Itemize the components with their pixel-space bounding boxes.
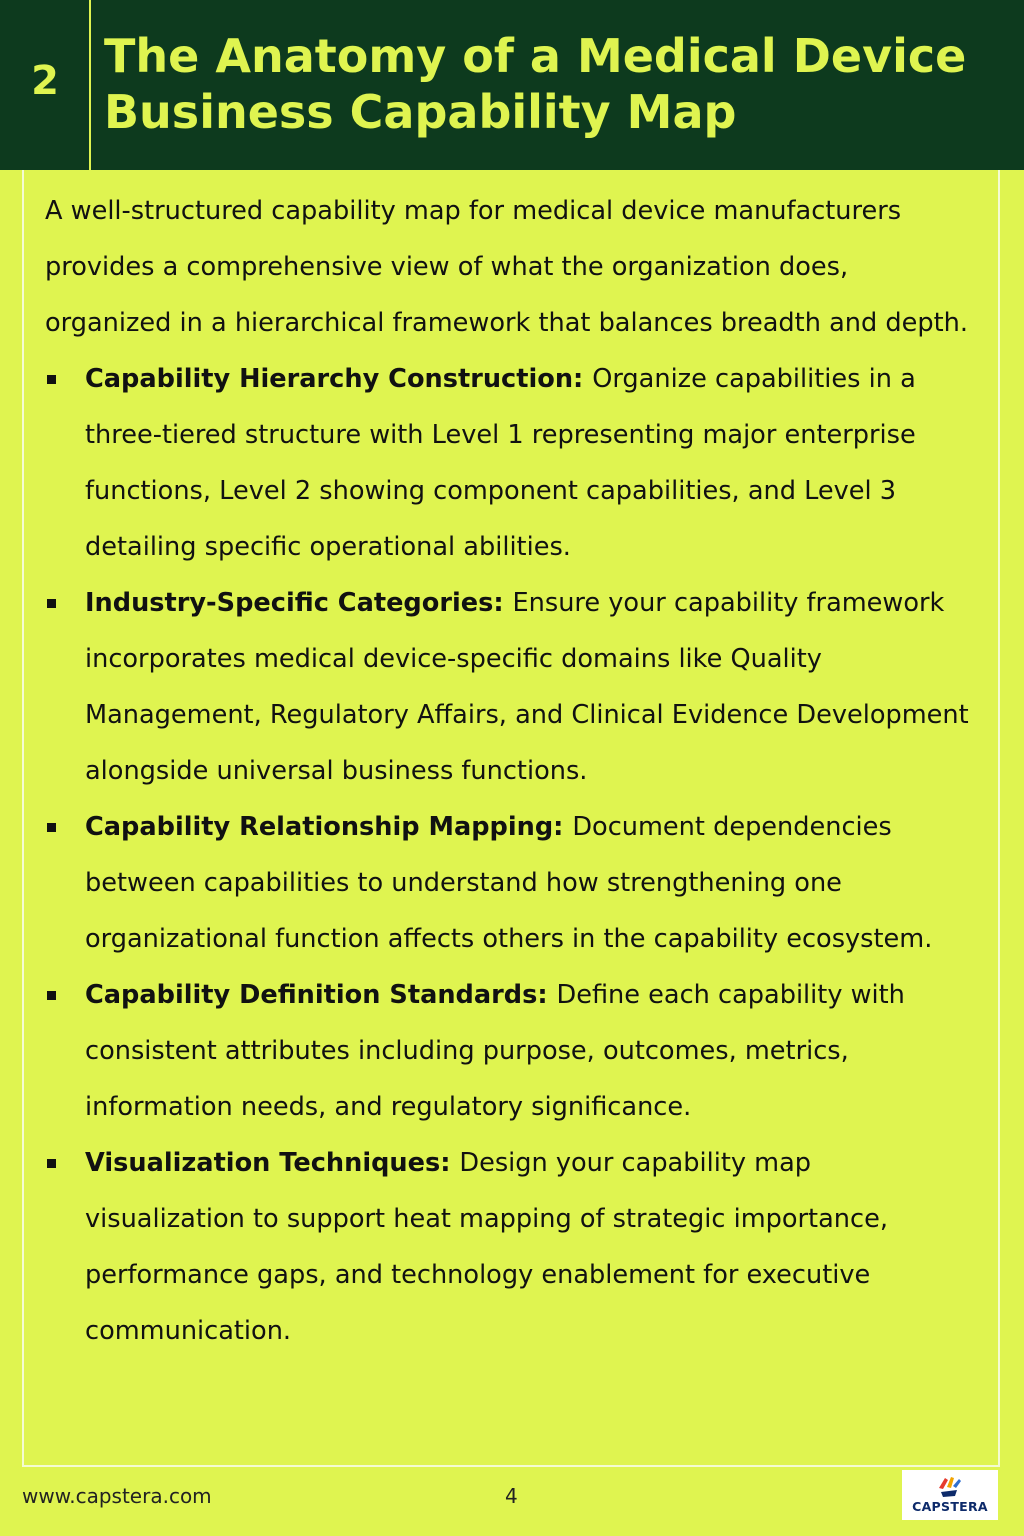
bullet-list [45,351,975,1359]
capstera-logo [902,1470,998,1520]
bullet-title: Capability Hierarchy Construction: [85,364,593,394]
page-number: 4 [505,1484,518,1508]
bullet-text: Define each capability with consistent attributes including purpose, outcomes, metrics, information needs, and regulatory significance. [85,980,905,1122]
logo-text: CAPSTERA [912,1499,988,1514]
square-bullet-icon [47,599,56,608]
content-body [45,183,975,1359]
bullet-text: Organize capabilities in a three-tiered structure with Level 1 representing major enterprise functions, Level 2 showing component capabilities, and Level 3 detailing specific operational abilities. [85,364,916,562]
square-bullet-icon [47,823,56,832]
bullet-text: Document dependencies between capabilities to understand how strengthening one organizational function affects others in the capability ecosystem. [85,812,933,954]
bullet-item [45,799,975,967]
bullet-title: Industry-Specific Categories: [85,588,513,618]
bullet-title: Visualization Techniques: [85,1148,460,1178]
bullet-title: Capability Definition Standards: [85,980,557,1010]
bullet-text: Ensure your capability framework incorporates medical device-specific domains like Quality Management, Regulatory Affairs, and Clinical Evidence Development alongside universal business functions. [85,588,969,786]
bullet-item [45,351,975,575]
page-title [104,28,1004,140]
footer-website-link[interactable]: www.capstera.com [22,1484,212,1508]
bullet-item [45,1135,975,1359]
section-number: 2 [31,58,59,104]
square-bullet-icon [47,375,56,384]
page-title-line-1: The Anatomy of a Medical Device [104,29,967,83]
header-divider [89,0,91,170]
bullet-text: Design your capability map visualization to support heat mapping of strategic importance, performance gaps, and technology enablement for executive communication. [85,1148,888,1346]
header-banner [0,0,1024,170]
bullet-item [45,967,975,1135]
intro-paragraph: A well-structured capability map for medical device manufacturers provides a comprehensive view of what the organization does, organized in a hierarchical framework that balances breadth and depth. [45,196,968,338]
square-bullet-icon [47,1159,56,1168]
capstera-logo-icon [935,1474,965,1500]
square-bullet-icon [47,991,56,1000]
bullet-item [45,575,975,799]
page-title-line-2: Business Capability Map [104,85,737,139]
bullet-title: Capability Relationship Mapping: [85,812,573,842]
